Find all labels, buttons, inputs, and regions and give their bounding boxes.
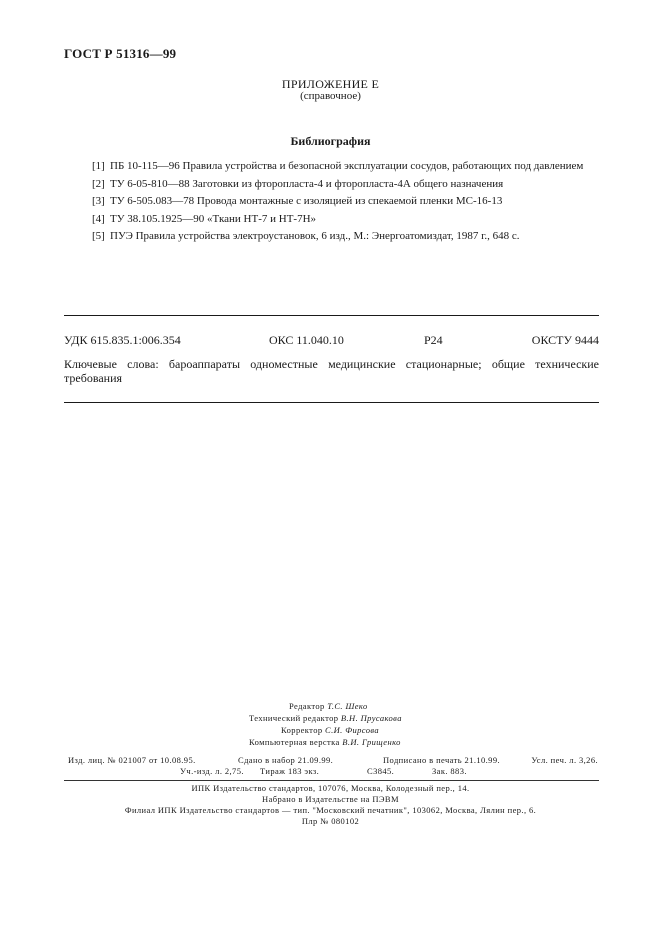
bibliography-list (92, 158, 583, 246)
publication-row-2 (68, 766, 598, 778)
imprint-line-3: Филиал ИПК Издательство стандартов — тип. "Московский печатник", 103062, Москва, Лялин пер., 6. (124, 805, 537, 815)
ref-number: [1] (92, 160, 105, 172)
editor-name: Т.С. Шеко (327, 701, 368, 711)
editor-credit (289, 701, 368, 712)
tech-editor-name: В.Н. Прусакова (340, 713, 402, 723)
sheets-info: Усл. печ. л. 3,26. (531, 755, 598, 765)
r-code: Р24 (424, 333, 443, 347)
ref-number: [4] (92, 212, 105, 225)
run-info: Тираж 183 экз. (260, 766, 320, 776)
code-info: С3845. (367, 766, 395, 776)
license-info: Изд. лиц. № 021007 от 10.08.95. (68, 755, 196, 765)
ref-number: [5] (92, 230, 105, 243)
bibliography-item (92, 228, 583, 246)
ref-text: ТУ 6-05-810—88 Заготовки из фторопласта-4 и фторопласта-4А общего назначения (110, 177, 504, 190)
bibliography-item (92, 176, 583, 194)
acc-sheets-info: Уч.-изд. л. 2,75. (180, 766, 244, 776)
oks-code: ОКС 11.040.10 (269, 333, 344, 347)
editor-label: Редактор (289, 701, 325, 711)
order-info: Зак. 883. (432, 766, 467, 776)
bibliography-item (92, 211, 583, 229)
imprint-divider (64, 780, 599, 781)
okstu-code: ОКСТУ 9444 (531, 333, 599, 347)
classification-row (64, 333, 599, 349)
bottom-divider (64, 402, 599, 403)
bibliography-heading: Библиография (290, 134, 371, 148)
ref-text: ТУ 38.105.1925—90 «Ткани НТ-7 и НТ-7Н» (110, 212, 317, 225)
ref-number: [3] (92, 195, 105, 208)
layout-credit (249, 737, 401, 748)
corrector-label: Корректор (281, 725, 323, 735)
tech-editor-label: Технический редактор (249, 713, 339, 723)
bibliography-item (92, 158, 583, 176)
udk-code: УДК 615.835.1:006.354 (64, 333, 181, 347)
imprint-line-1: ИПК Издательство стандартов, 107076, Москва, Колодезный пер., 14. (191, 783, 470, 793)
ref-text: ПБ 10-115—96 Правила устройства и безопасной эксплуатации сосудов, работающих под давлением (110, 160, 584, 172)
bibliography-item (92, 193, 583, 211)
layout-name: В.И. Грищенко (342, 737, 401, 747)
imprint-line-4: Плр № 080102 (301, 816, 360, 826)
ref-text: ТУ 6-505.083—78 Провода монтажные с изоляцией из спекаемой пленки МС-16-13 (110, 195, 503, 208)
layout-label: Компьютерная верстка (249, 737, 340, 747)
appendix-subtitle: (справочное) (300, 90, 361, 102)
corrector-credit (281, 725, 379, 736)
sent-info: Сдано в набор 21.09.99. (238, 755, 334, 765)
ref-text: ПУЭ Правила устройства электроустановок, 6 изд., М.: Энергоатомиздат, 1987 г., 648 с. (110, 230, 520, 243)
appendix-title: ПРИЛОЖЕНИЕ Е (281, 77, 380, 91)
tech-editor-credit (249, 713, 402, 724)
corrector-name: С.И. Фирсова (325, 725, 380, 735)
signed-info: Подписано в печать 21.10.99. (383, 755, 501, 765)
imprint-line-2: Набрано в Издательстве на ПЭВМ (262, 794, 399, 804)
ref-number: [2] (92, 177, 105, 190)
top-divider (64, 315, 599, 316)
keywords: Ключевые слова: бароаппараты одноместные медицинские стационарные; общие технические требования (64, 357, 599, 385)
document-code: ГОСТ Р 51316—99 (64, 46, 177, 61)
